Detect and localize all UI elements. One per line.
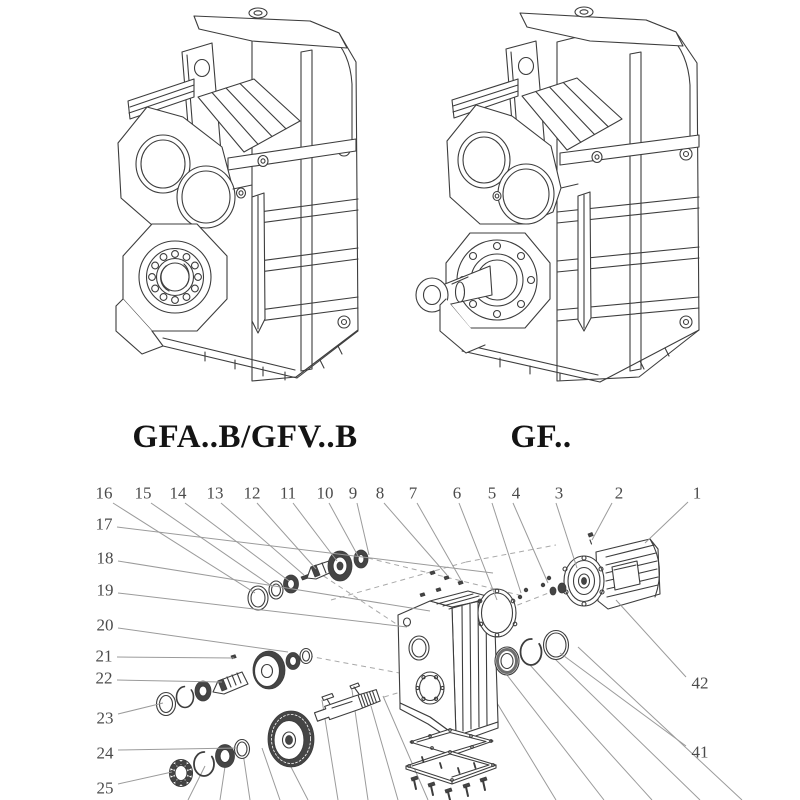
leader-line-18 — [118, 561, 430, 611]
leader-line-21 — [117, 657, 234, 658]
countershaft-assembly — [157, 649, 313, 716]
model-label-gf: GF.. — [510, 419, 572, 455]
callout-number-19: 19 — [96, 580, 114, 600]
callout-number-16: 16 — [95, 483, 113, 503]
callout-number-3: 3 — [554, 483, 564, 503]
callout-number-17: 17 — [95, 514, 113, 534]
exploded-view — [157, 533, 743, 800]
snap-ring — [521, 639, 542, 665]
leader-line-3 — [556, 503, 577, 568]
snap-ring — [194, 752, 214, 776]
leader-line-11 — [293, 503, 337, 561]
callout-number-4: 4 — [511, 483, 521, 503]
leader-line-17 — [117, 527, 493, 573]
callout-number-25: 25 — [96, 778, 114, 798]
callout-number-24: 24 — [96, 743, 114, 763]
callout-number-9: 9 — [348, 483, 358, 503]
leader-line-9 — [357, 503, 369, 555]
leader-line-1 — [645, 502, 688, 543]
callout-number-15: 15 — [134, 483, 152, 503]
leader-line-4 — [513, 503, 548, 583]
oil-plug — [249, 8, 267, 18]
oil-plug — [575, 7, 593, 17]
callout-number-1: 1 — [692, 483, 702, 503]
o-ring — [544, 631, 569, 660]
housing-cover — [406, 751, 496, 781]
figure-gfab-gfv-drawing — [116, 8, 358, 381]
callout-number-21: 21 — [95, 646, 113, 666]
bolt — [588, 533, 593, 538]
callout-number-41: 41 — [691, 742, 709, 762]
leader-line-2 — [592, 503, 612, 540]
leader-line-12 — [257, 503, 316, 569]
motor-assembly — [550, 533, 660, 610]
callout-number-23: 23 — [96, 708, 114, 728]
callout-number-12: 12 — [243, 483, 261, 503]
callout-number-14: 14 — [169, 483, 187, 503]
figure-gf-drawing — [416, 7, 699, 382]
leader-line-20 — [118, 628, 288, 652]
leader-line-5 — [492, 503, 521, 593]
leader-line-22 — [117, 680, 222, 682]
callout-number-42: 42 — [691, 673, 709, 693]
callout-number-11: 11 — [279, 483, 297, 503]
callout-number-6: 6 — [452, 483, 462, 503]
callout-number-5: 5 — [487, 483, 497, 503]
callout-number-20: 20 — [96, 615, 114, 635]
leader-line-15 — [151, 503, 273, 587]
leader-line-10 — [329, 503, 358, 556]
worm-pinion-shaft — [213, 672, 248, 694]
callout-number-10: 10 — [316, 483, 334, 503]
callout-number-7: 7 — [408, 483, 418, 503]
leader-line-6 — [459, 503, 497, 600]
snap-ring — [177, 687, 194, 708]
callout-number-8: 8 — [375, 483, 385, 503]
adapter-flange-ring — [478, 589, 516, 637]
leader-line-25 — [118, 772, 172, 784]
input-shaft-assembly — [248, 550, 368, 610]
callout-number-18: 18 — [96, 548, 114, 568]
callout-number-13: 13 — [206, 483, 224, 503]
callout-number-22: 22 — [95, 668, 113, 688]
motor-shaft — [558, 583, 566, 593]
leader-line-23 — [118, 703, 163, 714]
leader-line-41 — [560, 653, 686, 746]
model-label-gfab-gfv: GFA..B/GFV..B — [132, 419, 358, 455]
leader-line-42 — [616, 600, 686, 677]
callout-number-2: 2 — [614, 483, 624, 503]
cover-and-gasket — [406, 729, 496, 800]
